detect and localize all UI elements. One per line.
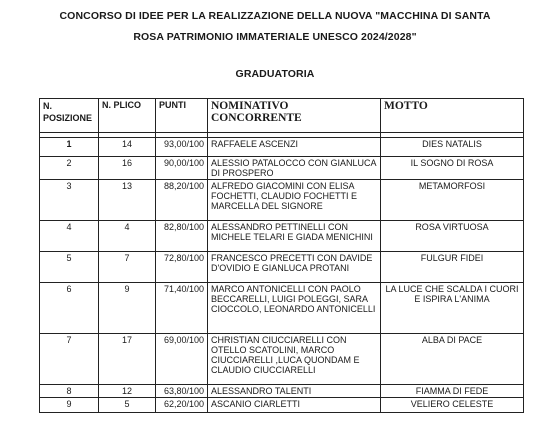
cell-punti: 72,80/100 (156, 252, 208, 283)
cell-plico: 16 (99, 157, 156, 180)
cell-nominativo: ALESSIO PATALOCCO CON GIANLUCA DI PROSPERO (208, 157, 381, 180)
cell-plico: 12 (99, 385, 156, 398)
cell-motto: IL SOGNO DI ROSA (381, 157, 524, 180)
cell-motto: FIAMMA DI FEDE (381, 385, 524, 398)
cell-position: 7 (40, 334, 99, 385)
table-header-row (40, 99, 524, 133)
cell-punti: 82,80/100 (156, 221, 208, 252)
cell-position: 3 (40, 180, 99, 221)
cell-nominativo: RAFFAELE ASCENZI (208, 138, 381, 157)
cell-punti: 71,40/100 (156, 283, 208, 334)
table-row (40, 180, 524, 221)
cell-punti: 69,00/100 (156, 334, 208, 385)
header-position: N. POSIZIONE (40, 99, 99, 133)
cell-position: 5 (40, 252, 99, 283)
cell-plico: 5 (99, 398, 156, 413)
document-title-line-2: ROSA PATRIMONIO IMMATERIALE UNESCO 2024/2028" (133, 31, 417, 43)
table-row (40, 138, 524, 157)
cell-motto: VELIERO CELESTE (381, 398, 524, 413)
cell-position: 2 (40, 157, 99, 180)
cell-position: 4 (40, 221, 99, 252)
cell-motto: DIES NATALIS (381, 138, 524, 157)
cell-punti: 90,00/100 (156, 157, 208, 180)
cell-nominativo: CHRISTIAN CIUCCIARELLI CON OTELLO SCATOLINI, MARCO CIUCCIARELLI ,LUCA QUONDAM E CLAUDIO CIUCCIARELLI (208, 334, 381, 385)
cell-punti: 88,20/100 (156, 180, 208, 221)
header-plico: N. PLICO (99, 99, 156, 133)
cell-nominativo: FRANCESCO PRECETTI CON DAVIDE D'OVIDIO E GIANLUCA PROTANI (208, 252, 381, 283)
cell-position: 1 (40, 138, 99, 157)
table-row (40, 157, 524, 180)
cell-plico: 7 (99, 252, 156, 283)
table-row (40, 385, 524, 398)
header-nominativo: NOMINATIVO CONCORRENTE (208, 99, 381, 133)
table-row (40, 221, 524, 252)
cell-punti: 93,00/100 (156, 138, 208, 157)
cell-motto: FULGUR FIDEI (381, 252, 524, 283)
cell-position: 9 (40, 398, 99, 413)
header-punti: PUNTI (156, 99, 208, 133)
cell-motto: ROSA VIRTUOSA (381, 221, 524, 252)
table-row (40, 283, 524, 334)
cell-plico: 9 (99, 283, 156, 334)
cell-motto: ALBA DI PACE (381, 334, 524, 385)
cell-nominativo: MARCO ANTONICELLI CON PAOLO BECCARELLI, LUIGI POLEGGI, SARA CIOCCOLO, LEONARDO ANTONICELLI (208, 283, 381, 334)
table-row (40, 398, 524, 413)
cell-nominativo: ALESSANDRO PETTINELLI CON MICHELE TELARI E GIADA MENICHINI (208, 221, 381, 252)
cell-nominativo: ALFREDO GIACOMINI CON ELISA FOCHETTI, CLAUDIO FOCHETTI E MARCELLA DEL SIGNORE (208, 180, 381, 221)
cell-plico: 13 (99, 180, 156, 221)
cell-motto: LA LUCE CHE SCALDA I CUORI E ISPIRA L'ANIMA (381, 283, 524, 334)
ranking-table (39, 98, 524, 413)
cell-punti: 63,80/100 (156, 385, 208, 398)
ranking-heading: GRADUATORIA (235, 68, 315, 80)
cell-position: 6 (40, 283, 99, 334)
cell-position: 8 (40, 385, 99, 398)
cell-plico: 4 (99, 221, 156, 252)
cell-nominativo: ALESSANDRO TALENTI (208, 385, 381, 398)
document-title-line-1: CONCORSO DI IDEE PER LA REALIZZAZIONE DELLA NUOVA "MACCHINA DI SANTA (59, 10, 491, 22)
cell-nominativo: ASCANIO CIARLETTI (208, 398, 381, 413)
table-row (40, 334, 524, 385)
cell-plico: 14 (99, 138, 156, 157)
cell-plico: 17 (99, 334, 156, 385)
header-motto: MOTTO (381, 99, 524, 133)
table-row (40, 252, 524, 283)
cell-motto: METAMORFOSI (381, 180, 524, 221)
cell-punti: 62,20/100 (156, 398, 208, 413)
